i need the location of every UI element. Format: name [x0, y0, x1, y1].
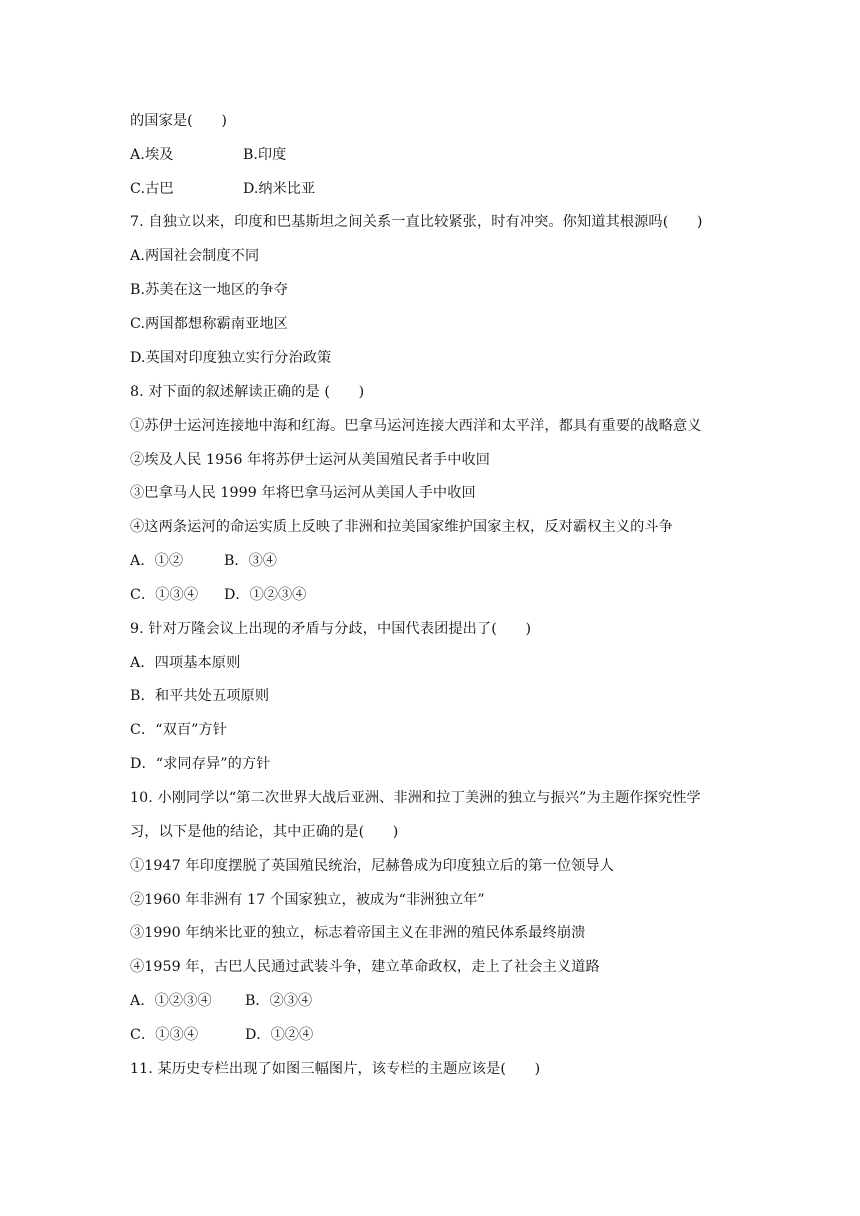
q9-option-d: D．“求同存异”的方针 [130, 756, 271, 772]
q8-option-a: A．①② [130, 553, 184, 569]
q7-option-a: A.两国社会制度不同 [130, 248, 260, 264]
q10-statement-1: ①1947 年印度摆脱了英国殖民统治，尼赫鲁成为印度独立后的第一位领导人 [130, 858, 615, 874]
q10-option-c: C．①③④ [130, 1027, 199, 1043]
q7-option-b: B.苏美在这一地区的争夺 [130, 282, 289, 298]
q8-statement-1: ①苏伊士运河连接地中海和红海。巴拿马运河连接大西洋和太平洋，都具有重要的战略意义 [130, 418, 702, 434]
q7-stem: 7. 自独立以来，印度和巴基斯坦之间关系一直比较紧张，时有冲突。你知道其根源吗( ) [130, 214, 703, 230]
q6-stem-continuation: 的国家是( ) [130, 113, 227, 129]
q8-stem: 8. 对下面的叙述解读正确的是 ( ) [130, 384, 365, 400]
q10-statement-4: ④1959 年，古巴人民通过武装斗争，建立革命政权，走上了社会主义道路 [130, 959, 600, 975]
q6-option-d: D.纳米比亚 [243, 181, 316, 197]
q8-option-d: D．①②③④ [224, 587, 307, 603]
q10-option-a: A．①②③④ [130, 993, 212, 1009]
q9-option-c: C．“双百”方针 [130, 722, 228, 738]
q10-option-b: B．②③④ [245, 993, 313, 1009]
q10-option-d: D．①②④ [245, 1027, 314, 1043]
q6-option-b: B.印度 [243, 147, 287, 163]
q8-option-c: C．①③④ [130, 587, 199, 603]
q10-statement-3: ③1990 年纳米比亚的独立，标志着帝国主义在非洲的殖民体系最终崩溃 [130, 925, 586, 941]
q9-option-b: B．和平共处五项原则 [130, 688, 270, 704]
q7-option-d: D.英国对印度独立实行分治政策 [130, 350, 332, 366]
q11-stem: 11. 某历史专栏出现了如图三幅图片，该专栏的主题应该是( ) [130, 1061, 541, 1077]
q8-statement-2: ②埃及人民 1956 年将苏伊士运河从美国殖民者手中收回 [130, 452, 491, 468]
q10-stem-line-2: 习，以下是他的结论，其中正确的是( ) [130, 824, 399, 840]
q6-option-c: C.古巴 [130, 181, 174, 197]
q8-statement-3: ③巴拿马人民 1999 年将巴拿马运河从美国人手中收回 [130, 485, 476, 501]
q8-statement-4: ④这两条运河的命运实质上反映了非洲和拉美国家维护国家主权，反对霸权主义的斗争 [130, 519, 673, 535]
q10-statement-2: ②1960 年非洲有 17 个国家独立，被成为“非洲独立年” [130, 892, 485, 908]
q8-option-b: B．③④ [224, 553, 277, 569]
q9-option-a: A．四项基本原则 [130, 655, 241, 671]
q7-option-c: C.两国都想称霸南亚地区 [130, 316, 288, 332]
q9-stem: 9. 针对万隆会议上出现的矛盾与分歧，中国代表团提出了( ) [130, 621, 532, 637]
q6-option-a: A.埃及 [130, 147, 174, 163]
q10-stem-line-1: 10. 小刚同学以“第二次世界大战后亚洲、非洲和拉丁美洲的独立与振兴”为主题作探究性学 [130, 790, 701, 806]
